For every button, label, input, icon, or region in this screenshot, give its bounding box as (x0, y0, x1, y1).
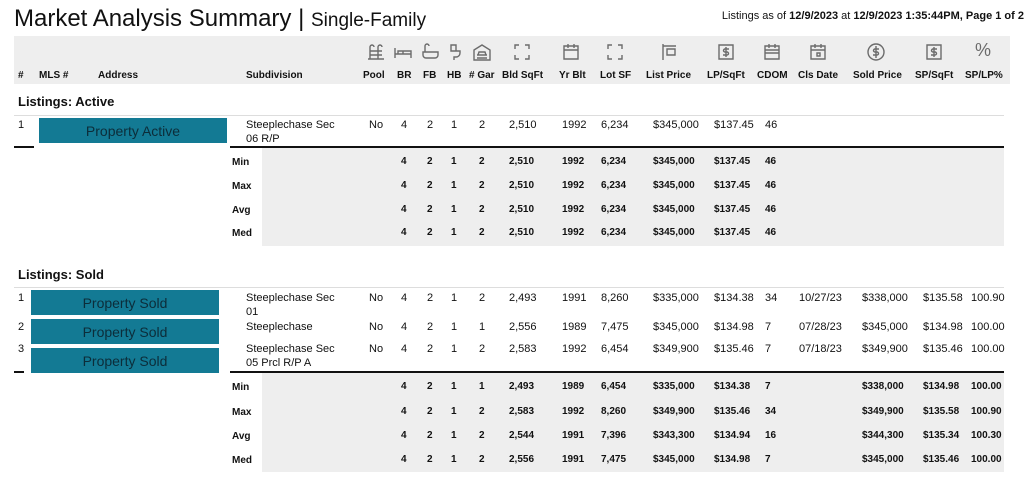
cell-yr-blt: 1992 (562, 204, 585, 215)
cell-bld-sqft: 2,493 (509, 292, 537, 304)
cell-cdom: 46 (765, 227, 777, 238)
stat-label: Avg (232, 431, 251, 442)
cell-hb: 1 (451, 381, 457, 392)
row-tick (14, 371, 24, 373)
cell-pool: No (369, 321, 384, 333)
cell-sp-sqft: $135.58 (923, 292, 963, 304)
cell-list-price: $345,000 (653, 227, 695, 238)
as-of-line (722, 10, 1024, 22)
price-tag-icon (716, 42, 736, 62)
cell-pool: No (369, 292, 384, 304)
col-subdivision: Subdivision (246, 70, 303, 81)
cell-sp-lp-pct: 100.90 (971, 292, 1005, 304)
cell-sp-lp-pct: 100.00 (971, 343, 1005, 355)
cell-yr-blt: 1989 (562, 381, 585, 392)
cell-lp-sqft: $134.98 (714, 321, 754, 333)
as-of-label: Listings as of (721, 10, 790, 22)
cell-sold-price: $349,900 (862, 406, 904, 417)
subdivision-line1: Steeplechase Sec (246, 343, 335, 355)
cell-hb: 1 (451, 321, 458, 333)
at-value: 12/9/2023 1:35:44PM, Page 1 of 2 (853, 10, 1024, 22)
cell-fb: 2 (427, 321, 434, 333)
cell-bld-sqft: 2,556 (509, 454, 535, 465)
cell-lp-sqft: $135.46 (714, 406, 751, 417)
cell-list-price: $349,900 (653, 406, 695, 417)
cell-list-price: $349,900 (653, 343, 699, 355)
sqft-icon (512, 42, 532, 62)
cell-bld-sqft: 2,493 (509, 381, 535, 392)
cell-list-price: $343,300 (653, 430, 695, 441)
cell-fb: 2 (427, 454, 433, 465)
cell-lot-sf: 8,260 (601, 406, 627, 417)
cell-lp-sqft: $137.45 (714, 119, 754, 131)
cell-list-price: $335,000 (653, 292, 699, 304)
cell-lp-sqft: $137.45 (714, 204, 751, 215)
col-address: Address (98, 70, 139, 81)
cell-bld-sqft: 2,544 (509, 430, 535, 441)
subdivision-line2: 06 R/P (246, 133, 280, 145)
toilet-icon (445, 42, 465, 62)
col-list-price: List Price (646, 70, 692, 81)
dollar-circle-icon (866, 42, 886, 62)
cell-garage: 1 (479, 321, 486, 333)
cell-cls-date: 07/18/23 (799, 343, 842, 355)
cell-lp-sqft: $137.45 (714, 156, 751, 167)
cell-bld-sqft: 2,583 (509, 406, 535, 417)
cell-fb: 2 (427, 180, 433, 191)
cell-garage: 2 (479, 292, 486, 304)
cell-pool: No (369, 119, 384, 131)
cell-sp-lp-pct: 100.00 (971, 321, 1005, 333)
col-cls-date: Cls Date (798, 70, 839, 81)
cell-bld-sqft: 2,510 (509, 156, 535, 167)
list-sign-icon (659, 42, 679, 62)
cell-lot-sf: 6,234 (601, 227, 627, 238)
cell-br: 4 (401, 381, 407, 392)
cell-br: 4 (401, 204, 407, 215)
cell-cdom: 34 (765, 292, 778, 304)
cell-lot-sf: 8,260 (601, 292, 629, 304)
title-separator: | (291, 5, 311, 32)
cell-br: 4 (401, 406, 407, 417)
cell-lot-sf: 6,234 (601, 156, 627, 167)
stat-label: Min (232, 382, 250, 393)
cell-cls-date: 07/28/23 (799, 321, 842, 333)
cell-sp-sqft: $135.46 (923, 343, 963, 355)
bed-icon (393, 42, 413, 62)
cell-yr-blt: 1992 (562, 156, 585, 167)
subdivision-line2: 01 (246, 306, 259, 318)
row-number: 2 (18, 321, 25, 333)
cell-list-price: $345,000 (653, 204, 695, 215)
cell-bld-sqft: 2,510 (509, 119, 537, 131)
cell-list-price: $345,000 (653, 119, 699, 131)
cell-sold-price: $344,300 (862, 430, 904, 441)
subdivision-line1: Steeplechase Sec (246, 119, 335, 131)
cell-br: 4 (401, 292, 408, 304)
cell-hb: 1 (451, 292, 458, 304)
row-number: 3 (18, 343, 25, 355)
col-lp-sqft: LP/SqFt (707, 70, 745, 81)
cell-lot-sf: 7,475 (601, 321, 629, 333)
col-sp-sqft: SP/SqFt (915, 70, 954, 81)
cell-garage: 2 (479, 204, 485, 215)
cell-garage: 2 (479, 406, 485, 417)
cell-lot-sf: 6,454 (601, 381, 627, 392)
cell-yr-blt: 1992 (562, 406, 585, 417)
cell-cdom: 34 (765, 406, 777, 417)
col-lot-sf: Lot SF (600, 70, 632, 81)
cell-lot-sf: 6,234 (601, 180, 627, 191)
cell-br: 4 (401, 454, 407, 465)
stat-label: Avg (232, 205, 251, 216)
cell-br: 4 (401, 119, 408, 131)
cell-sold-price: $338,000 (862, 292, 908, 304)
row-tick (14, 146, 34, 148)
cell-bld-sqft: 2,556 (509, 321, 537, 333)
cell-sold-price: $349,900 (862, 343, 908, 355)
cell-cdom: 46 (765, 119, 778, 131)
subdivision-line2: 05 Prcl R/P A (246, 357, 312, 369)
col-yr-blt: Yr Blt (559, 70, 586, 81)
cell-garage: 2 (479, 343, 486, 355)
cell-fb: 2 (427, 119, 434, 131)
cell-lp-sqft: $134.98 (714, 454, 751, 465)
cell-fb: 2 (427, 406, 433, 417)
cell-cdom: 7 (765, 381, 771, 392)
cell-lp-sqft: $135.46 (714, 343, 754, 355)
cell-lot-sf: 7,396 (601, 430, 627, 441)
col-mls: MLS # (39, 70, 69, 81)
col-sp-lp-pct: SP/LP% (965, 70, 1003, 81)
cell-cls-date: 10/27/23 (799, 292, 842, 304)
cell-lot-sf: 7,475 (601, 454, 627, 465)
cell-sp-sqft: $135.34 (923, 430, 960, 441)
col-hb: HB (447, 70, 462, 81)
cell-sp-sqft: $134.98 (923, 381, 960, 392)
cell-lot-sf: 6,234 (601, 119, 629, 131)
cell-yr-blt: 1992 (562, 343, 587, 355)
col-number: # (18, 70, 24, 81)
cell-fb: 2 (427, 156, 433, 167)
cell-bld-sqft: 2,583 (509, 343, 537, 355)
cell-garage: 2 (479, 180, 485, 191)
cell-sold-price: $345,000 (862, 321, 908, 333)
section-sold-label: Listings: Sold (18, 267, 104, 282)
cell-sp-sqft: $134.98 (923, 321, 963, 333)
col-cdom: CDOM (757, 70, 788, 81)
stat-label: Med (232, 228, 252, 239)
cell-garage: 2 (479, 430, 485, 441)
cell-list-price: $345,000 (653, 180, 695, 191)
cell-fb: 2 (427, 381, 433, 392)
cell-sp-lp-pct: 100.90 (971, 406, 1002, 417)
property-status-badge[interactable]: Property Sold (31, 348, 219, 373)
row-divider (14, 287, 1004, 288)
cell-fb: 2 (427, 343, 434, 355)
cell-hb: 1 (451, 180, 457, 191)
col-br: BR (397, 70, 412, 81)
cell-garage: 2 (479, 119, 486, 131)
cell-sp-lp-pct: 100.00 (971, 454, 1002, 465)
property-status-badge[interactable]: Property Sold (31, 290, 219, 315)
calendar-icon (762, 42, 782, 62)
cell-pool: No (369, 343, 384, 355)
cell-sp-lp-pct: 100.00 (971, 381, 1002, 392)
cell-hb: 1 (451, 430, 457, 441)
report-subtitle: Single-Family (310, 10, 427, 31)
stat-label: Max (232, 407, 252, 418)
col-pool: Pool (363, 70, 385, 81)
garage-icon (472, 42, 492, 62)
stat-label: Min (232, 157, 250, 168)
cell-cdom: 46 (765, 156, 777, 167)
percent-icon: % (975, 40, 992, 60)
col-sold-price: Sold Price (853, 70, 902, 81)
section-active-label: Listings: Active (18, 94, 115, 109)
cell-list-price: $345,000 (653, 321, 699, 333)
cell-yr-blt: 1991 (562, 292, 587, 304)
cell-sold-price: $345,000 (862, 454, 904, 465)
cell-lp-sqft: $134.94 (714, 430, 751, 441)
cell-garage: 2 (479, 454, 485, 465)
cell-lp-sqft: $137.45 (714, 180, 751, 191)
cell-bld-sqft: 2,510 (509, 227, 535, 238)
cell-sp-sqft: $135.46 (923, 454, 960, 465)
report-title (14, 5, 426, 33)
cell-br: 4 (401, 343, 408, 355)
cell-yr-blt: 1991 (562, 454, 585, 465)
cell-hb: 1 (451, 343, 458, 355)
cell-cdom: 7 (765, 343, 772, 355)
cell-fb: 2 (427, 292, 434, 304)
bathtub-icon (420, 42, 440, 62)
row-divider (14, 115, 1004, 116)
at-label: at (838, 10, 854, 22)
cell-yr-blt: 1991 (562, 430, 585, 441)
calendar-icon (561, 42, 581, 62)
cell-lp-sqft: $134.38 (714, 292, 754, 304)
cell-sp-lp-pct: 100.30 (971, 430, 1002, 441)
cell-fb: 2 (427, 227, 433, 238)
col-fb: FB (423, 70, 437, 81)
cell-hb: 1 (451, 156, 457, 167)
cell-sp-sqft: $135.58 (923, 406, 960, 417)
row-number: 1 (18, 292, 25, 304)
cell-lp-sqft: $134.38 (714, 381, 751, 392)
cell-br: 4 (401, 227, 407, 238)
cell-lot-sf: 6,234 (601, 204, 627, 215)
cell-hb: 1 (451, 454, 457, 465)
as-of-date: 12/9/2023 (789, 10, 839, 22)
lot-icon (605, 42, 625, 62)
cell-hb: 1 (451, 204, 457, 215)
col-bld-sqft: Bld SqFt (502, 70, 544, 81)
cell-yr-blt: 1992 (562, 119, 587, 131)
cell-br: 4 (401, 321, 408, 333)
cell-garage: 2 (479, 227, 485, 238)
cell-list-price: $335,000 (653, 381, 695, 392)
cell-hb: 1 (451, 406, 457, 417)
cell-list-price: $345,000 (653, 156, 695, 167)
property-status-badge[interactable]: Property Sold (31, 319, 219, 344)
property-status-badge[interactable]: Property Active (39, 118, 227, 143)
report-title-text: Market Analysis Summary (14, 5, 292, 32)
cell-lot-sf: 6,454 (601, 343, 629, 355)
stat-label: Med (232, 455, 252, 466)
cell-yr-blt: 1992 (562, 180, 585, 191)
stats-band (262, 148, 1004, 246)
cell-yr-blt: 1989 (562, 321, 587, 333)
cell-hb: 1 (451, 227, 457, 238)
row-number: 1 (18, 119, 25, 131)
cell-sold-price: $338,000 (862, 381, 904, 392)
subdivision-line1: Steeplechase Sec (246, 292, 335, 304)
cell-bld-sqft: 2,510 (509, 180, 535, 191)
cell-cdom: 46 (765, 204, 777, 215)
cell-fb: 2 (427, 430, 433, 441)
cell-br: 4 (401, 430, 407, 441)
pool-icon (366, 42, 386, 62)
cell-cdom: 16 (765, 430, 777, 441)
cell-br: 4 (401, 156, 407, 167)
cell-hb: 1 (451, 119, 458, 131)
cell-lp-sqft: $137.45 (714, 227, 751, 238)
subdivision-line1: Steeplechase (246, 321, 313, 333)
cell-cdom: 46 (765, 180, 777, 191)
col-garage: # Gar (469, 70, 495, 81)
cell-garage: 2 (479, 156, 485, 167)
stat-label: Max (232, 181, 252, 192)
cell-fb: 2 (427, 204, 433, 215)
cell-bld-sqft: 2,510 (509, 204, 535, 215)
price-tag-icon (924, 42, 944, 62)
cell-cdom: 7 (765, 454, 771, 465)
cell-garage: 1 (479, 381, 485, 392)
cell-yr-blt: 1992 (562, 227, 585, 238)
cell-list-price: $345,000 (653, 454, 695, 465)
cell-br: 4 (401, 180, 407, 191)
calendar-day-icon (808, 42, 828, 62)
cell-cdom: 7 (765, 321, 772, 333)
